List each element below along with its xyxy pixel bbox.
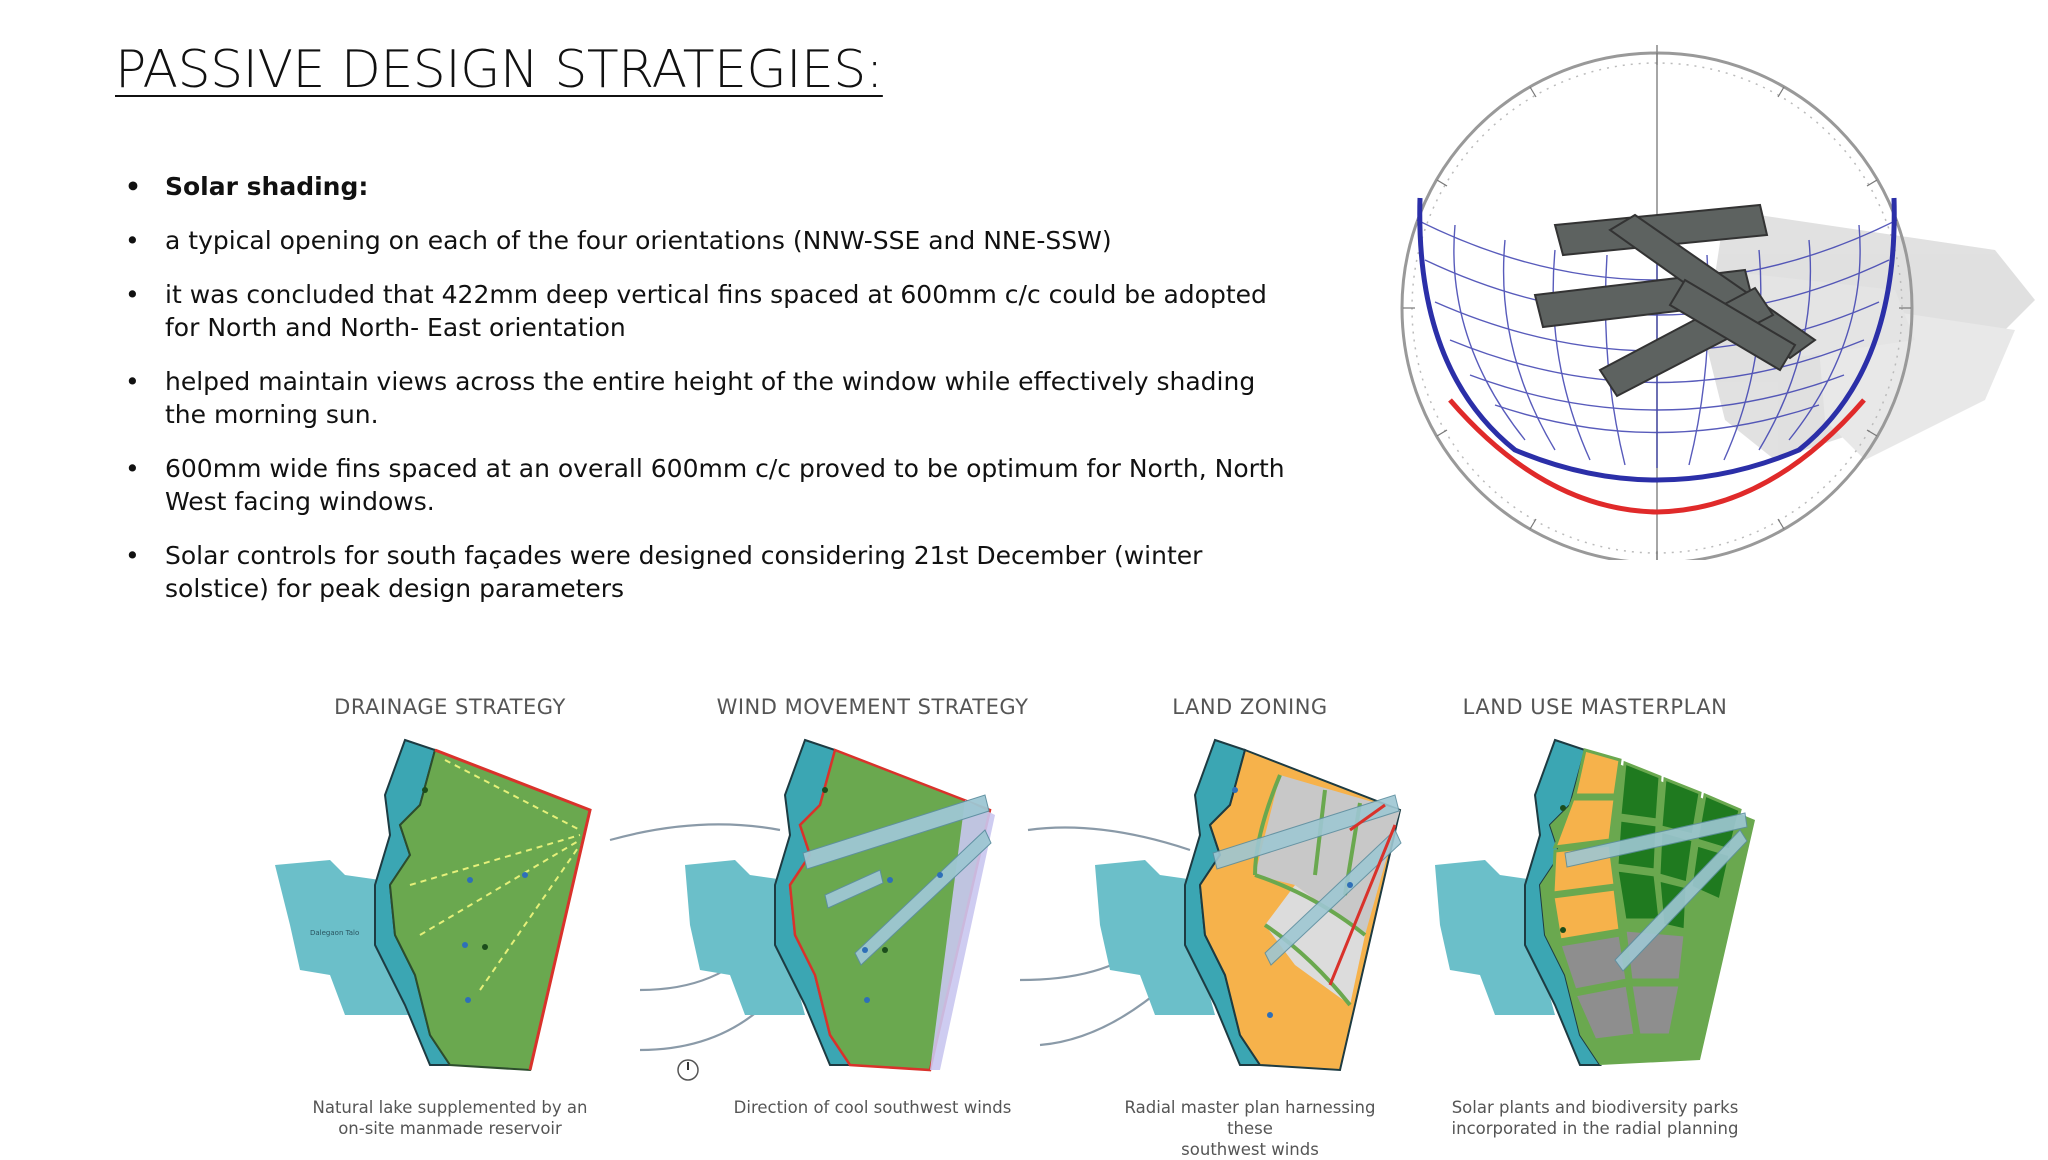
bullet-item: • Solar controls for south façades were designed considering 21st December (winter solstice) for peak design parameters bbox=[125, 539, 1295, 605]
panel-caption: Natural lake supplemented by an on-site manmade reservoir bbox=[312, 1098, 588, 1138]
panel-title: WIND MOVEMENT STRATEGY bbox=[716, 695, 1029, 719]
bullet-item: • helped maintain views across the entire height of the window while effectively shading the morning sun. bbox=[125, 365, 1295, 431]
panel-title: LAND USE MASTERPLAN bbox=[1462, 695, 1728, 719]
bullet-item: • 600mm wide fins spaced at an overall 600mm c/c proved to be optimum for North, North West facing windows. bbox=[125, 452, 1295, 518]
bullet-item: • a typical opening on each of the four orientations (NNW-SSE and NNE-SSW) bbox=[125, 224, 1295, 257]
bullet-item: • it was concluded that 422mm deep vertical fins spaced at 600mm c/c could be adopted for North and North- East orientation bbox=[125, 278, 1295, 344]
panel-title: DRAINAGE STRATEGY bbox=[334, 695, 566, 719]
panel-caption: Direction of cool southwest winds bbox=[733, 1098, 1012, 1117]
slide-title: PASSIVE DESIGN STRATEGIES: bbox=[115, 40, 883, 100]
masterplan-map bbox=[1435, 735, 1775, 1095]
panel-land-zoning bbox=[1100, 695, 1400, 1159]
panel-drainage bbox=[290, 695, 610, 1155]
panel-wind bbox=[710, 695, 1035, 1155]
wind-map bbox=[685, 735, 1025, 1095]
lake-label: Dalegaon Talo bbox=[310, 929, 360, 937]
panel-caption: Radial master plan harnessing these southwest winds bbox=[1124, 1098, 1376, 1159]
drainage-map bbox=[270, 735, 630, 1095]
panel-title: LAND ZONING bbox=[1172, 695, 1328, 719]
bullet-item: • Solar shading: bbox=[125, 170, 1295, 203]
panel-land-use bbox=[1440, 695, 1750, 1155]
zoning-map bbox=[1095, 735, 1435, 1095]
panel-caption: Solar plants and biodiversity parks incorporated in the radial planning bbox=[1451, 1098, 1739, 1138]
